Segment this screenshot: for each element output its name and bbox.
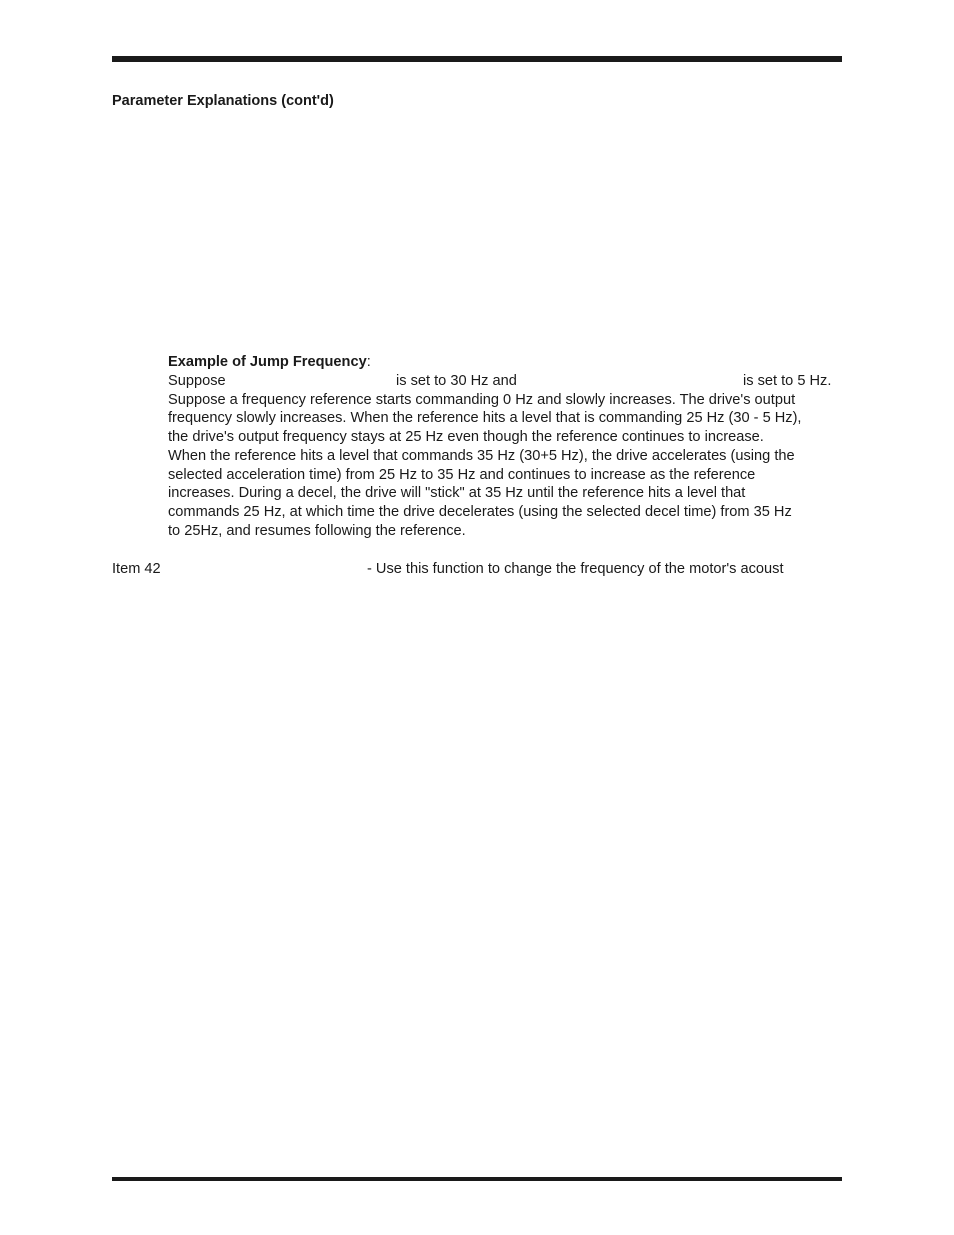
item-label: Item 42 [112, 561, 161, 577]
example-line: the drive's output frequency stays at 25 Hz even though the reference continues to increase. [168, 429, 764, 445]
example-heading-colon: : [366, 354, 371, 370]
example-heading: Example of Jump Frequency [168, 354, 367, 370]
item-description: - Use this function to change the frequency of the motor's acoust [367, 561, 784, 577]
section-title: Parameter Explanations (cont'd) [112, 93, 334, 109]
example-line: frequency slowly increases. When the reference hits a level that is commanding 25 Hz (30 - 5 Hz), [168, 410, 802, 427]
suppose-end: is set to 5 Hz. [743, 372, 832, 389]
bottom-rule [112, 1177, 842, 1181]
example-line: commands 25 Hz, at which time the drive decelerates (using the selected decel time) from 35 Hz [168, 504, 792, 520]
top-rule [112, 56, 842, 62]
suppose-start: Suppose [168, 372, 226, 389]
example-heading-line [168, 353, 844, 372]
example-line: Suppose a frequency reference starts commanding 0 Hz and slowly increases. The drive's output [168, 391, 796, 408]
example-line: to 25Hz, and resumes following the reference. [168, 522, 466, 539]
example-line: selected acceleration time) from 25 Hz to 35 Hz and continues to increase as the reference [168, 466, 756, 483]
item-42-row [112, 560, 842, 579]
example-line: When the reference hits a level that commands 35 Hz (30+5 Hz), the drive accelerates (using the [168, 447, 795, 464]
suppose-mid: is set to 30 Hz and [396, 372, 517, 389]
example-suppose-line [168, 372, 844, 391]
jump-frequency-example [168, 353, 844, 541]
example-line: increases. During a decel, the drive will "stick" at 35 Hz until the reference hits a level that [168, 485, 746, 502]
